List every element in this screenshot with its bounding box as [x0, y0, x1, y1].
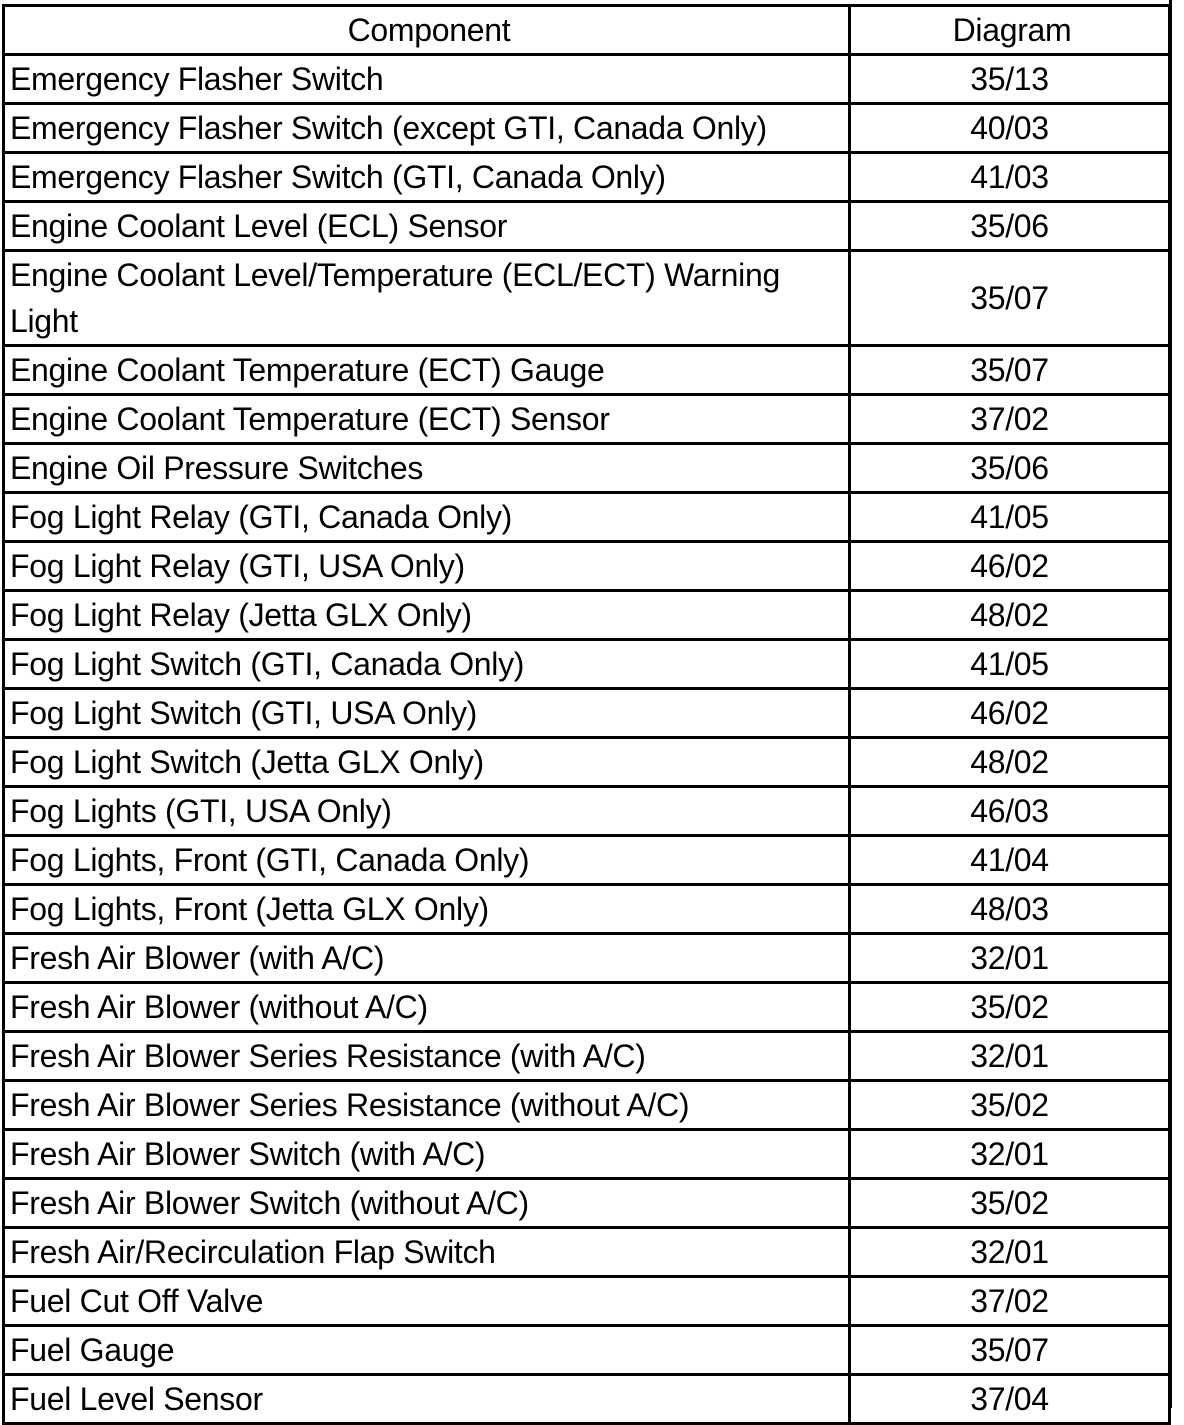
table-row — [4, 738, 1170, 787]
diagram-cell: 41/05 — [850, 493, 1170, 542]
component-cell: Fresh Air Blower Switch (without A/C) — [4, 1179, 850, 1228]
diagram-cell: 41/04 — [850, 836, 1170, 885]
diagram-cell: 48/02 — [850, 591, 1170, 640]
diagram-column-header: Diagram — [850, 6, 1170, 55]
table-row — [4, 346, 1170, 395]
table-row — [4, 591, 1170, 640]
component-diagram-table — [2, 4, 1171, 1425]
component-cell: Engine Coolant Level/Temperature (ECL/ECT) Warning Light — [4, 251, 850, 346]
table-row — [4, 251, 1170, 346]
table-row — [4, 934, 1170, 983]
diagram-cell: 35/06 — [850, 202, 1170, 251]
table-row — [4, 542, 1170, 591]
component-cell: Engine Coolant Temperature (ECT) Sensor — [4, 395, 850, 444]
diagram-cell: 35/02 — [850, 983, 1170, 1032]
component-cell: Emergency Flasher Switch — [4, 55, 850, 104]
table-row — [4, 983, 1170, 1032]
table-row — [4, 1032, 1170, 1081]
table-row — [4, 153, 1170, 202]
diagram-cell: 37/02 — [850, 1277, 1170, 1326]
component-cell: Fog Light Switch (Jetta GLX Only) — [4, 738, 850, 787]
diagram-cell: 35/02 — [850, 1081, 1170, 1130]
diagram-cell: 37/02 — [850, 395, 1170, 444]
table-row — [4, 1179, 1170, 1228]
component-cell: Fresh Air Blower (with A/C) — [4, 934, 850, 983]
table-row — [4, 1277, 1170, 1326]
component-cell: Engine Coolant Level (ECL) Sensor — [4, 202, 850, 251]
component-cell: Engine Oil Pressure Switches — [4, 444, 850, 493]
diagram-cell: 32/01 — [850, 1228, 1170, 1277]
component-cell: Fog Lights, Front (Jetta GLX Only) — [4, 885, 850, 934]
table-row — [4, 689, 1170, 738]
diagram-cell: 35/07 — [850, 346, 1170, 395]
diagram-cell: 35/06 — [850, 444, 1170, 493]
component-column-header: Component — [4, 6, 850, 55]
table-row — [4, 202, 1170, 251]
diagram-cell: 46/02 — [850, 542, 1170, 591]
table-row — [4, 1326, 1170, 1375]
component-cell: Fresh Air Blower Series Resistance (without A/C) — [4, 1081, 850, 1130]
table-row — [4, 787, 1170, 836]
component-cell: Emergency Flasher Switch (except GTI, Canada Only) — [4, 104, 850, 153]
component-cell: Fuel Cut Off Valve — [4, 1277, 850, 1326]
diagram-cell: 35/07 — [850, 251, 1170, 346]
table-header-row — [4, 6, 1170, 55]
component-cell: Fog Light Relay (GTI, Canada Only) — [4, 493, 850, 542]
table-row — [4, 640, 1170, 689]
diagram-cell: 41/03 — [850, 153, 1170, 202]
table-row — [4, 104, 1170, 153]
table-row — [4, 1375, 1170, 1424]
table-row — [4, 395, 1170, 444]
diagram-cell: 35/02 — [850, 1179, 1170, 1228]
table-row — [4, 1228, 1170, 1277]
diagram-cell: 35/07 — [850, 1326, 1170, 1375]
component-cell: Fuel Gauge — [4, 1326, 850, 1375]
diagram-cell: 32/01 — [850, 934, 1170, 983]
table-row — [4, 1081, 1170, 1130]
component-cell: Fresh Air Blower Series Resistance (with A/C) — [4, 1032, 850, 1081]
component-cell: Fresh Air/Recirculation Flap Switch — [4, 1228, 850, 1277]
component-cell: Fog Light Switch (GTI, Canada Only) — [4, 640, 850, 689]
page-edge-line — [1169, 0, 1172, 1408]
table-row — [4, 885, 1170, 934]
component-cell: Fog Light Switch (GTI, USA Only) — [4, 689, 850, 738]
table-row — [4, 444, 1170, 493]
diagram-cell: 41/05 — [850, 640, 1170, 689]
diagram-cell: 48/03 — [850, 885, 1170, 934]
diagram-cell: 37/04 — [850, 1375, 1170, 1424]
table-row — [4, 836, 1170, 885]
table-row — [4, 55, 1170, 104]
component-cell: Fog Lights, Front (GTI, Canada Only) — [4, 836, 850, 885]
table-row — [4, 1130, 1170, 1179]
table-row — [4, 493, 1170, 542]
component-cell: Fuel Level Sensor — [4, 1375, 850, 1424]
component-cell: Emergency Flasher Switch (GTI, Canada Only) — [4, 153, 850, 202]
diagram-cell: 32/01 — [850, 1032, 1170, 1081]
component-cell: Fresh Air Blower Switch (with A/C) — [4, 1130, 850, 1179]
component-cell: Fresh Air Blower (without A/C) — [4, 983, 850, 1032]
component-cell: Fog Light Relay (GTI, USA Only) — [4, 542, 850, 591]
diagram-cell: 40/03 — [850, 104, 1170, 153]
diagram-cell: 35/13 — [850, 55, 1170, 104]
diagram-cell: 48/02 — [850, 738, 1170, 787]
diagram-cell: 32/01 — [850, 1130, 1170, 1179]
diagram-cell: 46/03 — [850, 787, 1170, 836]
component-cell: Engine Coolant Temperature (ECT) Gauge — [4, 346, 850, 395]
component-cell: Fog Lights (GTI, USA Only) — [4, 787, 850, 836]
diagram-cell: 46/02 — [850, 689, 1170, 738]
component-cell: Fog Light Relay (Jetta GLX Only) — [4, 591, 850, 640]
